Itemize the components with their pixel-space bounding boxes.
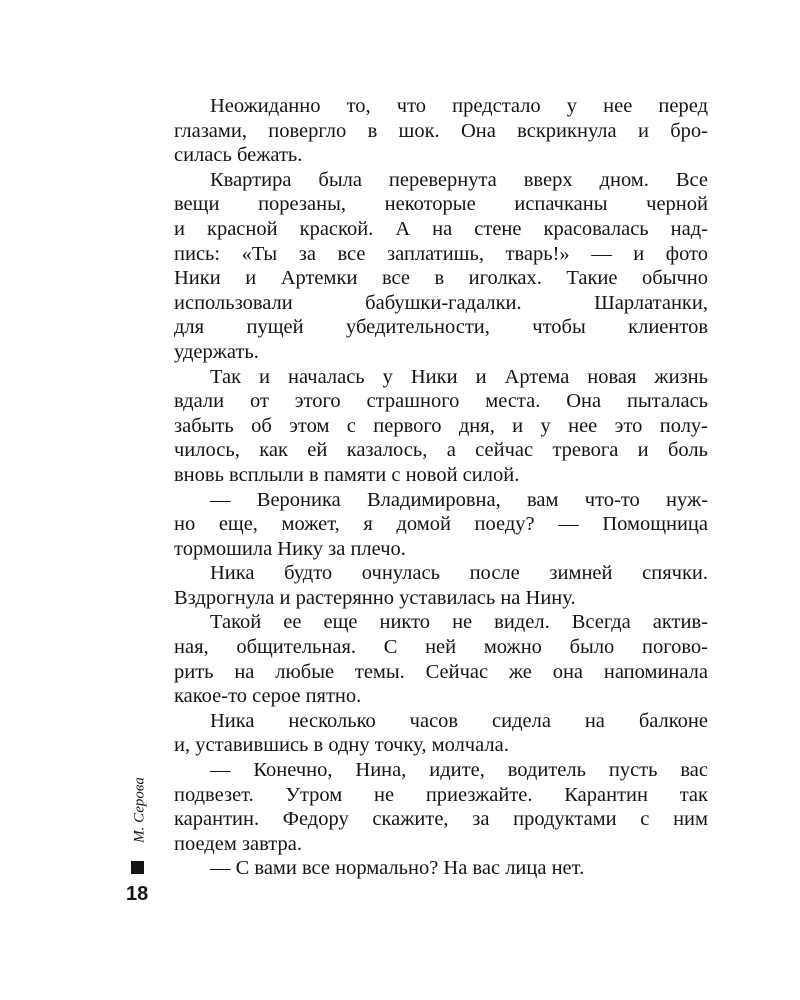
text-line: ная, общительная. С ней можно было погово- — [174, 636, 708, 659]
text-line: какое-то серое пятно. — [174, 685, 362, 708]
text-line: Квартира была перевернута вверх дном. Все — [210, 168, 708, 191]
text-line: — Конечно, Нина, идите, водитель пусть вас — [210, 759, 708, 782]
text-line: Так и началась у Ники и Артема новая жизнь — [210, 365, 708, 388]
text-line: но еще, может, я домой поеду? — Помощница — [174, 513, 708, 536]
text-line: и, уставившись в одну точку, молчала. — [174, 734, 509, 757]
text-line: Вздрогнула и растерянно уставилась на Нину. — [174, 586, 576, 609]
text-line: — С вами все нормально? На вас лица нет. — [210, 857, 585, 880]
author-running-head — [126, 770, 154, 850]
page-marker-square — [131, 861, 144, 874]
text-line: Такой ее еще никто не видел. Всегда актив- — [210, 611, 708, 634]
text-line: чилось, как ей казалось, а сейчас тревога и боль — [174, 439, 708, 462]
text-line: Ники и Артемки все в иголках. Такие обычно — [174, 267, 708, 290]
text-line: карантин. Федору скажите, за продуктами с ним — [174, 808, 708, 831]
text-line: тормошила Нику за плечо. — [174, 537, 406, 560]
text-line: и красной краской. А на стене красовалась над- — [174, 217, 708, 240]
text-line: силась бежать. — [174, 144, 303, 167]
text-line: вдали от этого страшного места. Она пыталась — [174, 390, 708, 413]
text-line: забыть об этом с первого дня, и у нее это полу- — [174, 414, 708, 437]
author-name: М. Серова — [131, 777, 148, 843]
text-line: рить на любые темы. Сейчас же она напоминала — [174, 660, 708, 683]
text-line: пись: «Ты за все заплатишь, тварь!» — и фото — [174, 242, 708, 265]
text-line: Неожиданно то, что предстало у нее перед — [210, 95, 708, 117]
page-number: 18 — [126, 883, 149, 905]
text-line: глазами, повергло в шок. Она вскрикнула и бро- — [174, 119, 708, 142]
text-line: подвезет. Утром не приезжайте. Карантин так — [174, 783, 708, 806]
text-line: Ника несколько часов сидела на балконе — [210, 709, 708, 732]
text-line: поедем завтра. — [174, 832, 302, 855]
text-line: вещи порезаны, некоторые испачканы черной — [174, 193, 708, 216]
body-text — [174, 94, 708, 881]
text-line: — Вероника Владимировна, вам что-то нуж- — [210, 488, 708, 511]
text-line: использовали бабушки-гадалки. Шарлатанки, — [174, 291, 708, 314]
text-line: для пущей убедительности, чтобы клиентов — [174, 316, 708, 339]
text-line: Ника будто очнулась после зимней спячки. — [210, 562, 708, 585]
text-line: вновь всплыли в памяти с новой силой. — [174, 463, 520, 486]
text-line: удержать. — [174, 340, 259, 363]
